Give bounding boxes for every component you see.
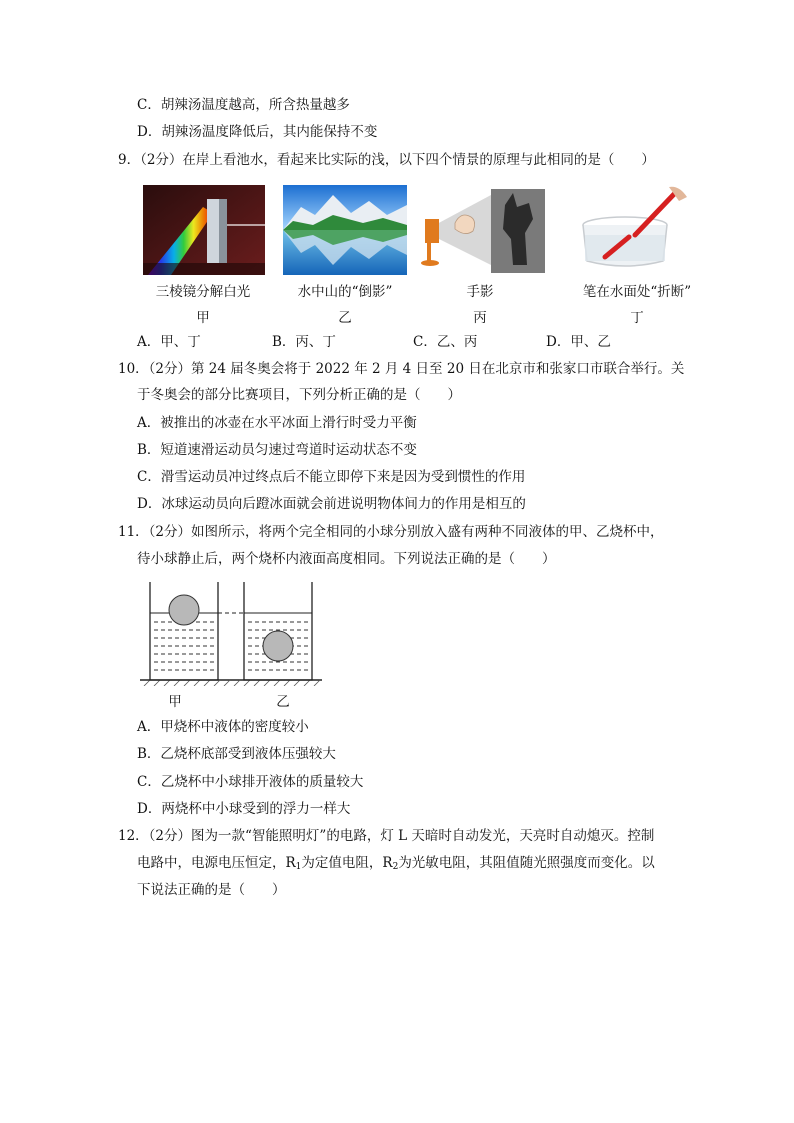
q10-stem-line2: 于冬奥会的部分比赛项目，下列分析正确的是（ ） <box>137 387 461 403</box>
q10-option-d: D．冰球运动员向后蹬冰面就会前进说明物体间力的作用是相互的 <box>137 496 526 512</box>
q10-stem-line1: 10．（2分）第 24 届冬奥会将于 2022 年 2 月 4 日至 20 日在北京市和张家口市联合举行。关 <box>118 361 685 377</box>
q9-tag-jia: 甲 <box>196 310 210 326</box>
q12-line2-part-c: 为光敏电阻，其阻值随光照强度而变化。以 <box>398 855 655 871</box>
q11-option-c: C．乙烧杯中小球排开液体的质量较大 <box>137 774 364 790</box>
q9-caption-yi: 水中山的“倒影” <box>297 284 393 300</box>
q12-line2-part-b: 为定值电阻，R <box>301 855 393 871</box>
q11-stem-line2: 待小球静止后，两个烧杯内液面高度相同。下列说法正确的是（ ） <box>137 551 556 567</box>
q12-stem-line3: 下说法正确的是（ ） <box>137 882 286 898</box>
mountain-reflection-photo <box>283 185 407 275</box>
q12-stem-line2 <box>137 853 655 877</box>
pen-in-water-photo <box>565 185 691 275</box>
q9-caption-jia: 三棱镜分解白光 <box>155 284 251 300</box>
q9-option-b: B．丙、丁 <box>272 334 336 350</box>
r2-subscript: 2 <box>392 862 399 872</box>
q8-option-c: C．胡辣汤温度越高，所含热量越多 <box>137 97 350 113</box>
hand-shadow-photo <box>421 185 547 275</box>
beaker-label-yi: 乙 <box>276 694 290 710</box>
q10-option-b: B．短道速滑运动员匀速过弯道时运动状态不变 <box>137 442 417 458</box>
q9-stem: 9．（2分）在岸上看池水，看起来比实际的浅，以下四个情景的原理与此相同的是（ ） <box>118 152 655 168</box>
q11-option-a: A．甲烧杯中液体的密度较小 <box>137 719 309 735</box>
q11-stem-line1: 11．（2分）如图所示，将两个完全相同的小球分别放入盛有两种不同液体的甲、乙烧杯中， <box>118 524 664 540</box>
q12-stem-line1: 12．（2分）图为一款“智能照明灯”的电路，灯 L 天暗时自动发光，天亮时自动熄灭。控制 <box>118 828 655 844</box>
q9-tag-bing: 丙 <box>473 310 487 326</box>
q10-option-c: C．滑雪运动员冲过终点后不能立即停下来是因为受到惯性的作用 <box>137 469 526 485</box>
q10-option-a: A．被推出的冰壶在水平冰面上滑行时受力平衡 <box>137 415 417 431</box>
q9-caption-ding: 笔在水面处“折断” <box>582 284 692 300</box>
beakers-diagram <box>138 576 328 686</box>
beaker-label-jia: 甲 <box>168 694 182 710</box>
q8-option-d: D．胡辣汤温度降低后，其内能保持不变 <box>137 124 378 140</box>
q11-option-b: B．乙烧杯底部受到液体压强较大 <box>137 746 336 762</box>
prism-dispersion-photo <box>143 185 265 275</box>
q9-tag-yi: 乙 <box>338 310 352 326</box>
q9-option-d: D．甲、乙 <box>546 334 611 350</box>
q9-caption-bing: 手影 <box>466 284 494 300</box>
r1-subscript: 1 <box>295 862 302 872</box>
q9-tag-ding: 丁 <box>630 310 644 326</box>
q12-line2-part-a: 电路中，电源电压恒定，R <box>137 855 296 871</box>
q11-option-d: D．两烧杯中小球受到的浮力一样大 <box>137 801 351 817</box>
q9-option-a: A．甲、丁 <box>137 334 201 350</box>
q9-option-c: C．乙、丙 <box>413 334 478 350</box>
